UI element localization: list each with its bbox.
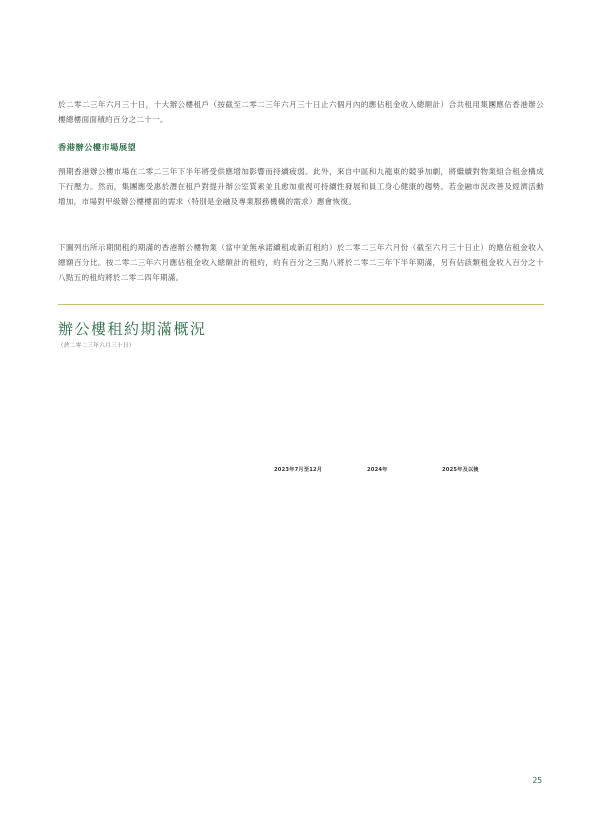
section-divider xyxy=(58,304,544,305)
section-date-note: （於二零二三年六月三十日） xyxy=(58,343,135,349)
page-number: 25 xyxy=(532,776,542,785)
outlook-paragraph: 預期香港辦公樓市場在二零二三年下半年將受供應增加影響而持續疲弱。此外，來自中區和九龍東的競爭加劇，將繼續對物業組合租金構成下行壓力。然而，集團應受惠於潛在租戶對提升辦公室質素並且愈加重視可持續性發展和員工身心健康的趨勢。若金融市況改善及經濟活動增加，市場對甲級辦公樓樓面的需求（特別是金融及專業服務機構的需求）應會恢復。 xyxy=(58,167,544,207)
outlook-heading: 香港辦公樓市場展望 xyxy=(58,142,137,152)
section-title: 辦公樓租約期滿概況 xyxy=(58,320,207,338)
intro-paragraph: 於二零二三年六月三十日，十大辦公樓租戶（按截至二零二三年六月三十日止六個月內的應佔租金收入總額計）合共租用集團應佔香港辦公樓總樓面面積約百分之二十一。 xyxy=(58,100,544,125)
chart-legend-label-2: 2024年 xyxy=(367,467,388,473)
expiry-description-paragraph: 下圖列出所示期間租約期滿的香港辦公樓物業（當中並無承諾續租或新訂租約）於二零二三年六月份（截至六月三十日止）的應佔租金收入總額百分比。按二零二三年六月應佔租金收入總額計的租約，約有百分之三點八將於二零二三年下半年期滿，另有佔該類租金收入百分之十八點五的租約將於二零二四年期滿。 xyxy=(58,243,544,283)
chart-legend-label-3: 2025年及以後 xyxy=(442,467,479,473)
chart-legend-label-1: 2023年7月至12月 xyxy=(274,467,323,473)
